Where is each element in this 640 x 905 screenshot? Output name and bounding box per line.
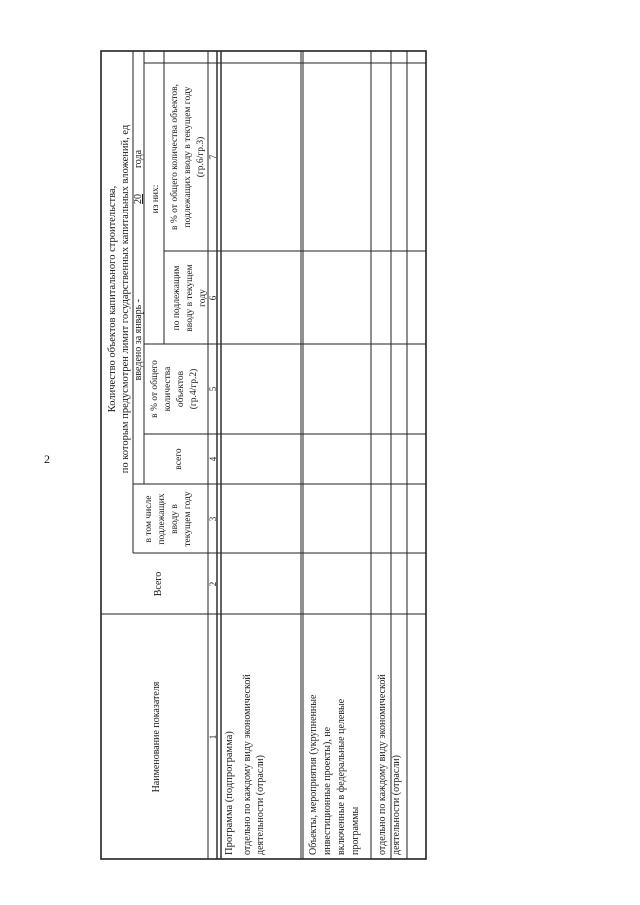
row-objects-line4: программы — [350, 806, 361, 855]
subject-header-line3: вводу в — [170, 504, 180, 534]
pct-total-line2: количества — [163, 366, 173, 412]
total-header: Всего — [153, 571, 164, 597]
main-header-line2: по которым предусмотрен лимит государственных капитальных вложений, ед — [120, 124, 131, 474]
row-activity2-line1: отдельно по каждому виду экономической — [377, 674, 388, 855]
row-program: Программа (подпрограмма) — [224, 731, 235, 855]
column-number: 5 — [208, 386, 218, 392]
of-them-header: из них: — [151, 184, 161, 214]
subject-now-line3: году — [198, 289, 208, 307]
column-number: 7 — [208, 154, 218, 160]
column-number: 1 — [208, 734, 218, 740]
indicator-name-header: Наименование показателя — [151, 681, 162, 793]
subject-header-line2: подлежащих — [157, 493, 167, 545]
subject-now-line1: по подлежащим — [172, 265, 182, 331]
page-number: 2 — [44, 452, 50, 466]
row-activity2-line2: деятельности (отрасли) — [391, 755, 402, 855]
row-activity-line2: деятельности (отрасли) — [255, 755, 266, 855]
row-objects-line3: включенные в федеральные целевые — [336, 698, 347, 855]
pct-total-line4: (гр.4/гр.2) — [189, 368, 199, 410]
year-blank: 20 — [133, 194, 144, 204]
introduced-header: введено за январь - — [133, 299, 144, 381]
row-objects-line2: инвестиционные проекты), не — [322, 726, 333, 855]
column-number: 2 — [208, 581, 218, 587]
column-number: 3 — [208, 516, 218, 522]
pct-total-line3: объектов — [176, 370, 186, 408]
pct-total-line1: в % от общего — [150, 360, 160, 418]
pct-subject-line1: в % от общего количества объектов, — [170, 84, 180, 230]
column-number: 4 — [208, 456, 218, 462]
pct-subject-line2: подлежащих вводу в текущем году — [183, 86, 193, 228]
subject-header-line1: в том числе — [144, 495, 154, 543]
column-number: 6 — [208, 295, 218, 301]
subject-now-line2: вводу в текущем — [185, 264, 195, 332]
year-word: года — [133, 149, 144, 169]
subject-header-line4: текущем году — [183, 491, 193, 547]
row-objects-line1: Объекты, мероприятия (укрупненные — [308, 694, 319, 855]
all-header: всего — [174, 448, 184, 470]
main-header-line1: Количество объектов капитального строительства, — [107, 185, 118, 413]
pct-subject-line3: (гр.6/гр.3) — [196, 136, 206, 178]
row-activity-line1: отдельно по каждому виду экономической — [242, 674, 253, 855]
